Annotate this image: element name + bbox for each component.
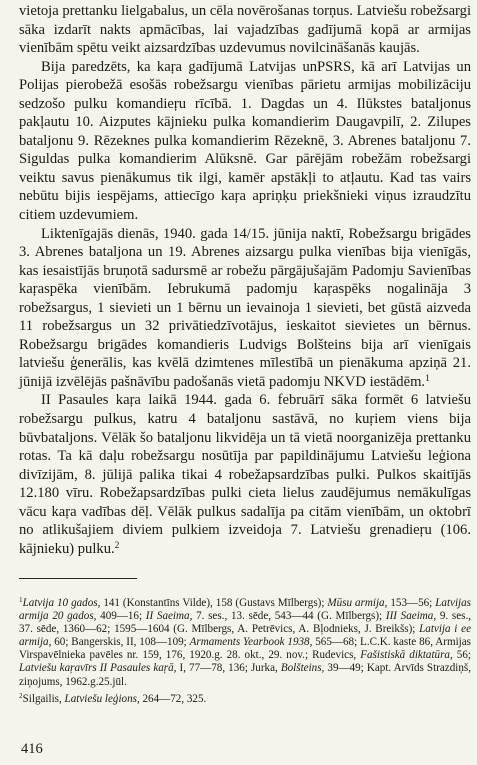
page-number: 416 bbox=[21, 741, 43, 757]
citation-title: Mūsu armija bbox=[327, 597, 385, 609]
citation-title: Bolšteins bbox=[280, 662, 322, 675]
citation-title: Fašistiskā diktatūra bbox=[360, 649, 450, 662]
body-paragraph bbox=[19, 58, 471, 225]
citation-text: , 56; bbox=[449, 649, 471, 662]
citation-title: Armaments Yearbook 1938 bbox=[189, 636, 310, 649]
citation-title: Latvija i ee armija bbox=[19, 623, 471, 649]
body-text bbox=[19, 2, 471, 558]
footnote bbox=[19, 693, 471, 706]
footnote-reference[interactable]: 1 bbox=[425, 373, 430, 384]
footnote-reference[interactable]: 2 bbox=[114, 540, 120, 551]
citation-title: III Saeima bbox=[385, 610, 434, 623]
citation-text: , 141 (Konstantīns Vilde), 158 (Gustavs Mīlbergs); bbox=[97, 597, 328, 609]
citation-text: , 264—72, 325. bbox=[136, 692, 207, 705]
citation-text: , 7. ses., 13. sēde, 543—44 (G. Mīlbergs); bbox=[189, 610, 386, 623]
citation-title: Latvijas armija 20 gados bbox=[19, 597, 471, 623]
citation-text: Silgailis, bbox=[22, 692, 65, 705]
footnote-mark: 2 bbox=[19, 691, 23, 700]
footnote-mark: 1 bbox=[19, 596, 23, 605]
paragraph-text: Liktenīgajās dienās, 1940. gada 14/15. jūnija naktī, Robežsargu brigādes 3. Abrenes bataljona un 19. Abrenes aizsargu pulka vienības bija vienīgās, kas iesaistījās bruņotā sadursmē ar robežu pārgājušajām Padomju Savienības kaŗaspēka vienībām. Iebrukumā padomju kaŗaspēks nogalināja 3 robežsargus, 1 sievieti un 1 bērnu un ievainoja 1 sievieti, bet gūstā aizveda 11 robežsargus un 32 privātiedzīvotājus, ieskaitot sievietes un bērnus. Robežsargu brigādes komandieris Ludvigs Bolšteins bija arī vienīgais latviešu ģenerālis, kas kvēlā dzimtenes mīlestībā un pienākuma apziņā 21. jūnijā izvēlējās pašnāvību padošanās vietā padomju NKVD iestādēm. bbox=[19, 225, 471, 390]
citation-title: Latviešu kaŗavīrs II Pasaules kaŗā bbox=[19, 662, 174, 675]
citation-text: , 39—49; Kapt. Arvīds Strazdiņš, ziņojums, 1962.g.25.jūl. bbox=[19, 662, 471, 688]
citation-title: Latviešu leģions bbox=[64, 692, 137, 705]
body-paragraph bbox=[19, 391, 471, 558]
citation-title: Latvija 10 gados bbox=[22, 597, 98, 609]
paragraph-text: vietoja prettanku lielgabalus, un cēla novērošanas torņus. Latviešu robežsargi sāka izdarīt nakts apmācības, lai vajadzības gadījumā kopā ar armijas vienībām spētu veikt aizsardzības uzdevumus novilcināšanās kaujās. bbox=[19, 3, 471, 57]
body-paragraph bbox=[19, 2, 471, 58]
citation-text: , 409—16; bbox=[93, 610, 146, 623]
footnote bbox=[19, 597, 471, 689]
citation-text: , 565—68; L.C.K. kaste 86, Armijas Virspavēlnieka pavēles nr. 159, 176, 1920.g. 28. okt., 29. nov.; Rudevics, bbox=[19, 636, 471, 662]
paragraph-text: II Pasaules kaŗa laikā 1944. gada 6. februārī sāka formēt 6 latviešu robežsargu pulkus, katru 4 bataljonu sastāvā, no kuŗiem viens bija būvbataljons. Vēlāk šo bataljonu likvidēja un tā vietā noorganizēja prettanku rotas. Ta kā daļu robežsargu nosūtīja par papildinājumu Latviešu leģiona divīzijām, 8. jūlijā palika tikai 4 robežapsardzības pulki. Pulkos skaitījās 12.180 vīru. Robežapsardzības pulki cieta lielus zaudējumus nemākulīgas vācu kaŗa vadības dēļ. Vēlāk pulkus sadalīja pa citām vienībām, un oktobrī no atlikušajiem diviem pulkiem izveidoja 7. Latviešu grenadieŗu (106. kājnieku) pulku. bbox=[19, 392, 471, 557]
paragraph-text: Bija paredzēts, ka kaŗa gadījumā Latvijas unPSRS, kā arī Latvijas un Polijas pierobežā esošās robežsargu vienības pārietu armijas mobilizāciju sedzošo pulku komandieŗu rīcībā. 1. Dagdas un 4. Ilūkstes bataljonus pakļautu 10. Aizputes kājnieku pulka komandierim Daugavpilī, 2. Zilupes bataljonu 9. Rēzeknes pulka komandierim Rēzeknē, 3. Abrenes bataljonu 7. Siguldas pulka komandierim Alūksnē. Gar pārējām robežām robežsargi veiktu savus pienākumus tik ilgi, kamēr apstākļi to atļautu. Kad tas vairs nebūtu bijis iespējams, attiecīgo kaŗa apriņķu priekšnieki viņus izraudzītu citiem uzdevumiem. bbox=[19, 58, 471, 224]
citation-text: , 153—56; bbox=[384, 597, 436, 609]
citation-title: II Saeima bbox=[145, 610, 190, 623]
citation-text: , 9. ses., 37. sēde, 1360—62; 1595—1604 (G. Mīlbergs, A. Petrēvics, A. Bļodnieks, J. Breikšs); bbox=[19, 610, 471, 636]
body-paragraph bbox=[19, 225, 471, 392]
citation-text: , I, 77—78, 136; Jurka, bbox=[173, 662, 281, 675]
citation-text: , 60; Bangerskis, II, 108—109; bbox=[48, 636, 190, 649]
footnote-separator bbox=[19, 578, 137, 579]
footnotes bbox=[19, 597, 471, 706]
